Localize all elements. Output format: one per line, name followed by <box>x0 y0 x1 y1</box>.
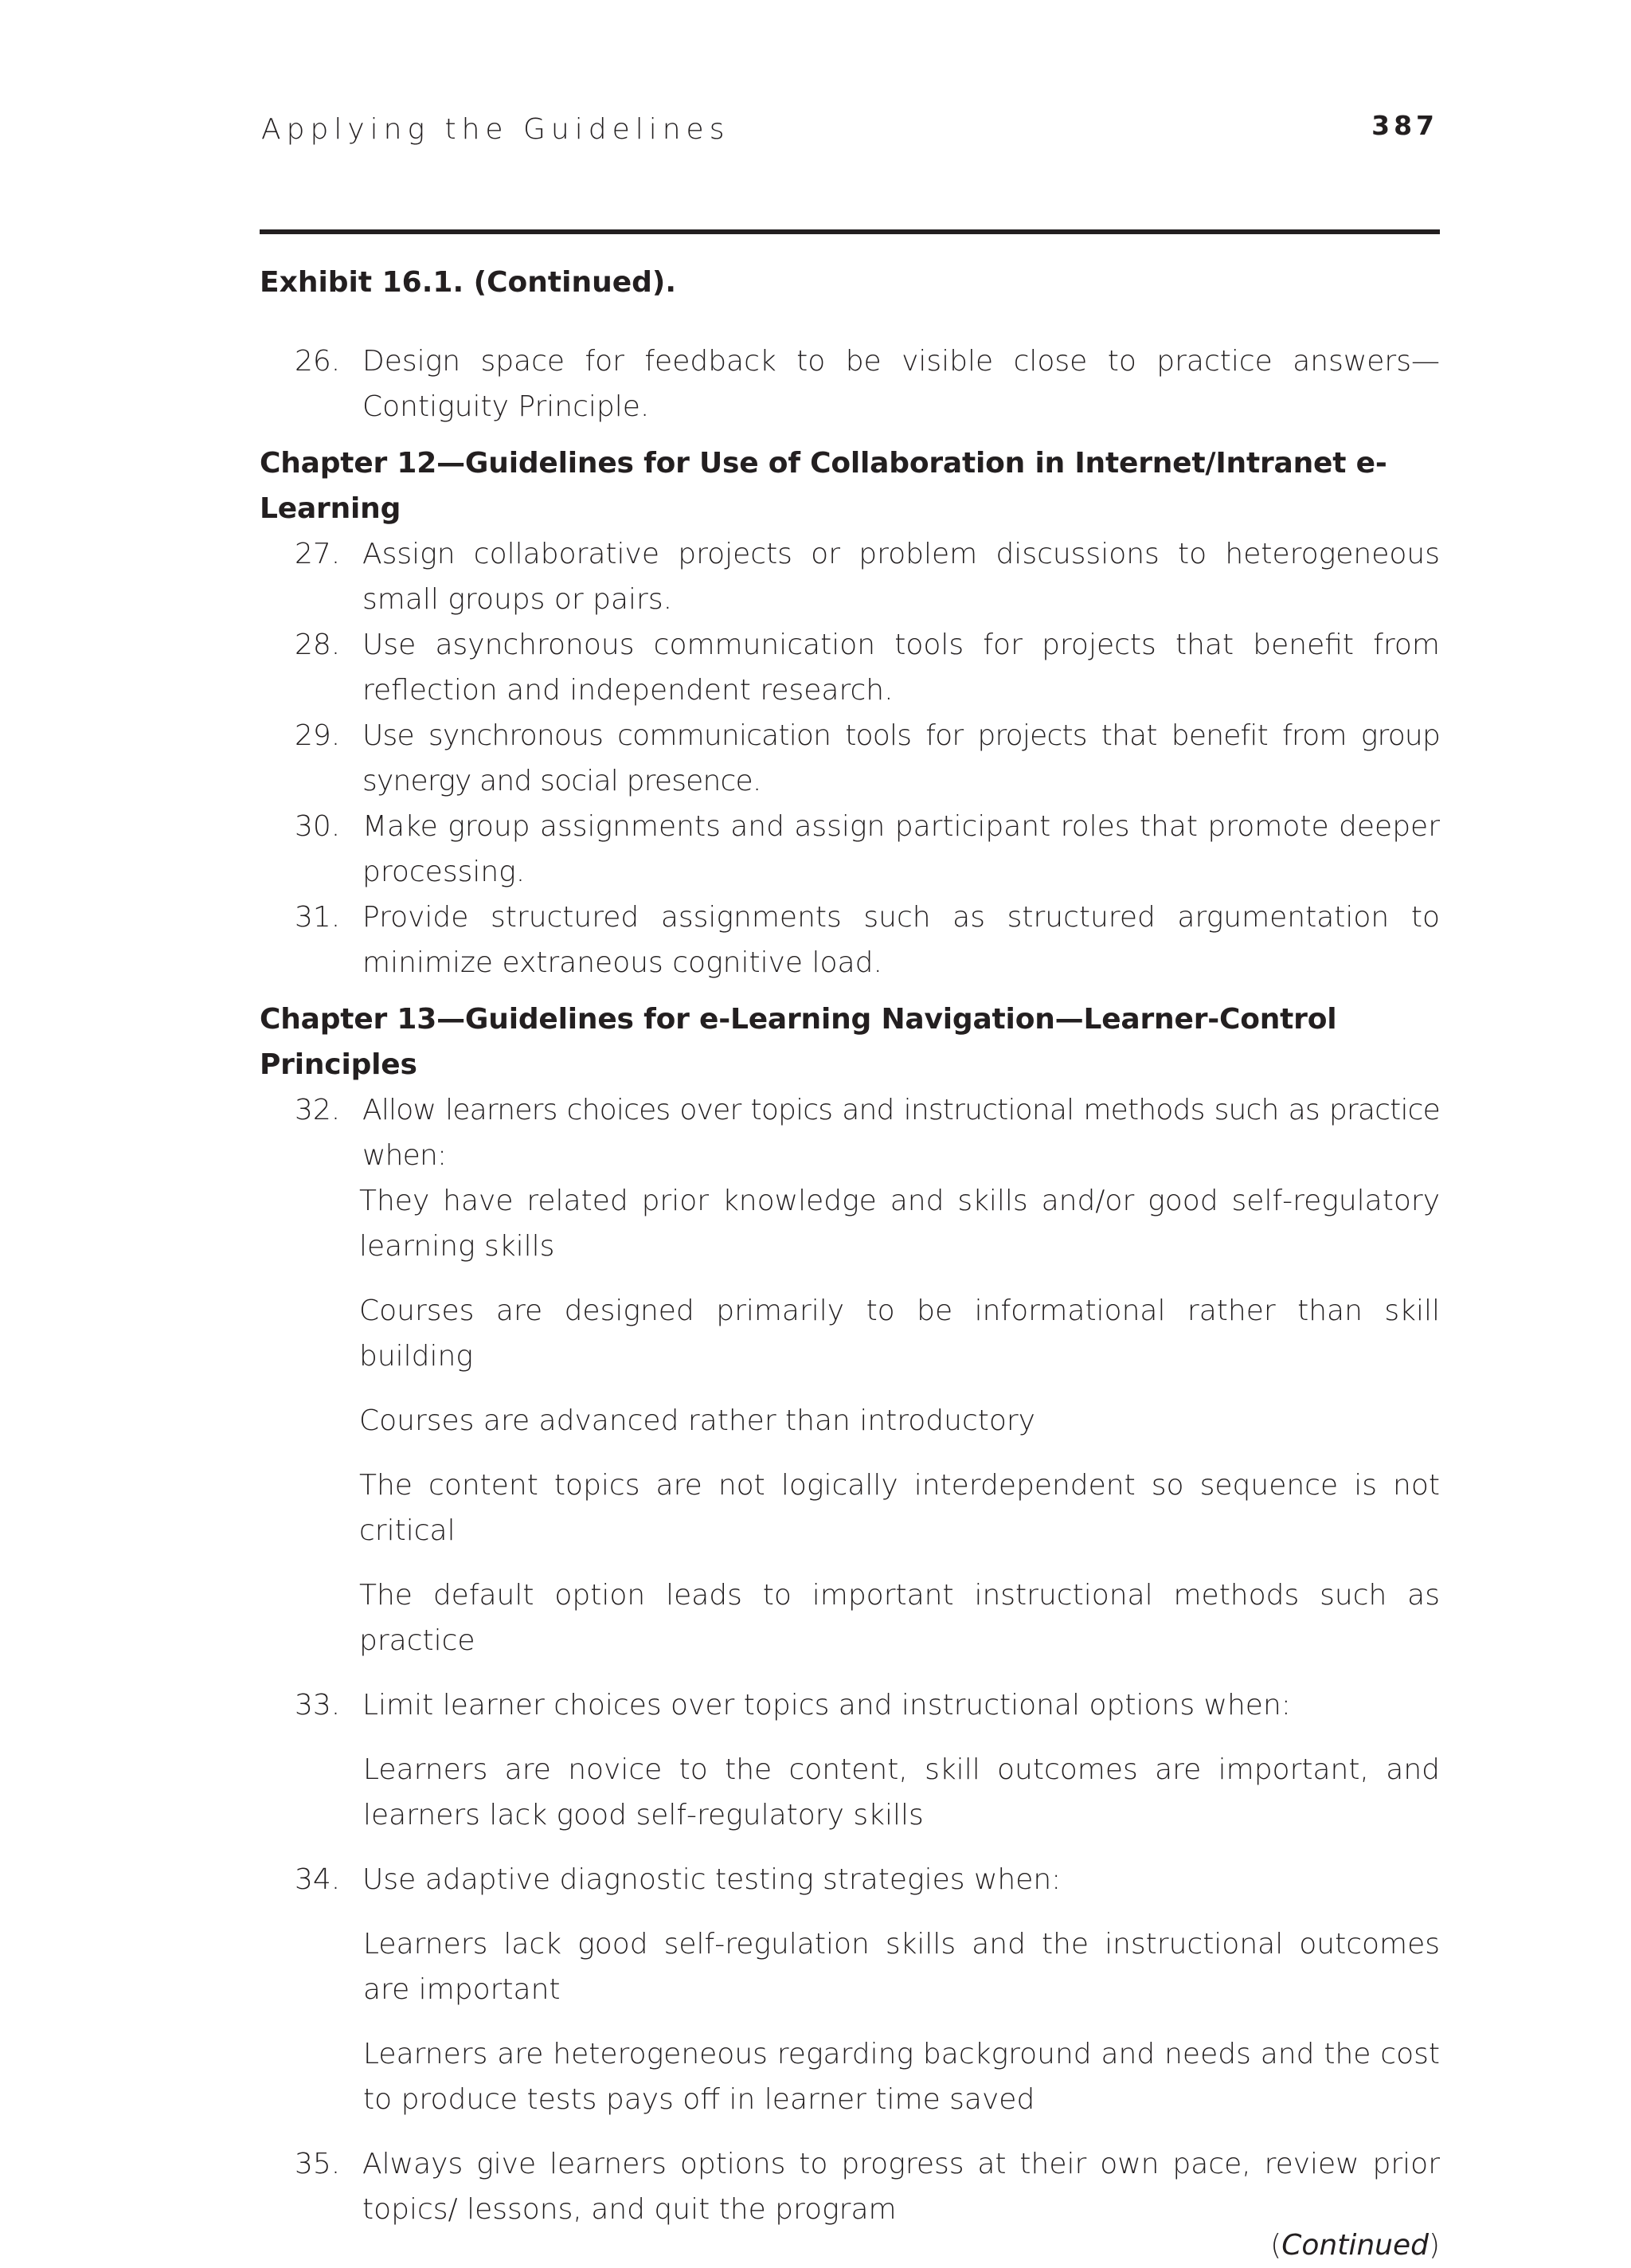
list-item-34 <box>260 1857 1440 1902</box>
item-text: Use synchronous communication tools for projects that benefit from group synergy and social presence. <box>362 719 1440 797</box>
list-item-35 <box>260 2141 1440 2232</box>
list-item-27 <box>260 531 1440 622</box>
item-number: 27. <box>295 538 341 570</box>
item-text: Make group assignments and assign participant roles that promote deeper processing. <box>362 810 1440 888</box>
item-number: 30. <box>295 810 341 843</box>
item-number: 29. <box>295 719 341 752</box>
item-text: Provide structured assignments such as structured argumentation to minimize extraneous cognitive load. <box>362 901 1440 979</box>
list-item-32 <box>260 1087 1440 1178</box>
chapter-13-heading: Chapter 13—Guidelines for e-Learning Navigation—Learner-Control Principles <box>260 1003 1337 1081</box>
sub-condition: Learners lack good self-regulation skills and the instructional outcomes are important <box>363 1928 1440 2006</box>
list-item-30 <box>260 804 1440 895</box>
list-item-29 <box>260 713 1440 804</box>
continued-open-paren: ( <box>1270 2229 1282 2262</box>
item-text: Use asynchronous communication tools for projects that benefit from reflection and independent research. <box>362 629 1440 707</box>
exhibit-title: Exhibit 16.1. (Continued). <box>260 266 677 299</box>
running-head: Applying the Guidelines <box>261 113 730 146</box>
exhibit-content <box>260 260 1440 2268</box>
sub-condition: Courses are designed primarily to be informational rather than skill building <box>359 1295 1440 1373</box>
sub-condition: The content topics are not logically interdependent so sequence is not critical <box>359 1469 1440 1547</box>
list-item-28 <box>260 622 1440 713</box>
item-number: 34. <box>295 1863 341 1896</box>
continued-close-paren: ) <box>1428 2229 1440 2262</box>
item-number: 33. <box>295 1689 341 1722</box>
item-number: 26. <box>295 345 341 378</box>
sub-condition: They have related prior knowledge and skills and/or good self-regulatory learning skills <box>359 1185 1440 1263</box>
list-item-26 <box>260 339 1440 429</box>
list-item-33 <box>260 1682 1440 1728</box>
continued-label: Continued <box>1281 2229 1429 2262</box>
header-rule <box>260 229 1440 234</box>
item-text: Use adaptive diagnostic testing strategies when: <box>362 1863 1062 1896</box>
sub-condition: The default option leads to important instructional methods such as practice <box>359 1579 1440 1657</box>
item-text: Limit learner choices over topics and instructional options when: <box>362 1689 1291 1722</box>
item-text: Allow learners choices over topics and instructional methods such as practice when: <box>362 1094 1440 1172</box>
chapter-12-heading: Chapter 12—Guidelines for Use of Collaboration in Internet/Intranet e-Learning <box>260 447 1387 525</box>
item-text: Design space for feedback to be visible close to practice answers—Contiguity Principle. <box>362 345 1440 423</box>
list-item-31 <box>260 895 1440 985</box>
sub-condition: Learners are heterogeneous regarding background and needs and the cost to produce tests pays off in learner time saved <box>363 2038 1440 2116</box>
item-number: 35. <box>295 2148 341 2180</box>
item-text: Always give learners options to progress at their own pace, review prior topics/ lessons, and quit the program <box>362 2148 1440 2226</box>
item-number: 32. <box>295 1094 341 1126</box>
item-text: Assign collaborative projects or problem discussions to heterogeneous small groups or pairs. <box>362 538 1440 616</box>
page-number: 387 <box>1371 110 1438 141</box>
item-number: 31. <box>295 901 341 934</box>
sub-condition: Learners are novice to the content, skill outcomes are important, and learners lack good self-regulatory skills <box>363 1753 1440 1831</box>
sub-condition: Courses are advanced rather than introductory <box>359 1404 1035 1437</box>
item-number: 28. <box>295 629 341 661</box>
